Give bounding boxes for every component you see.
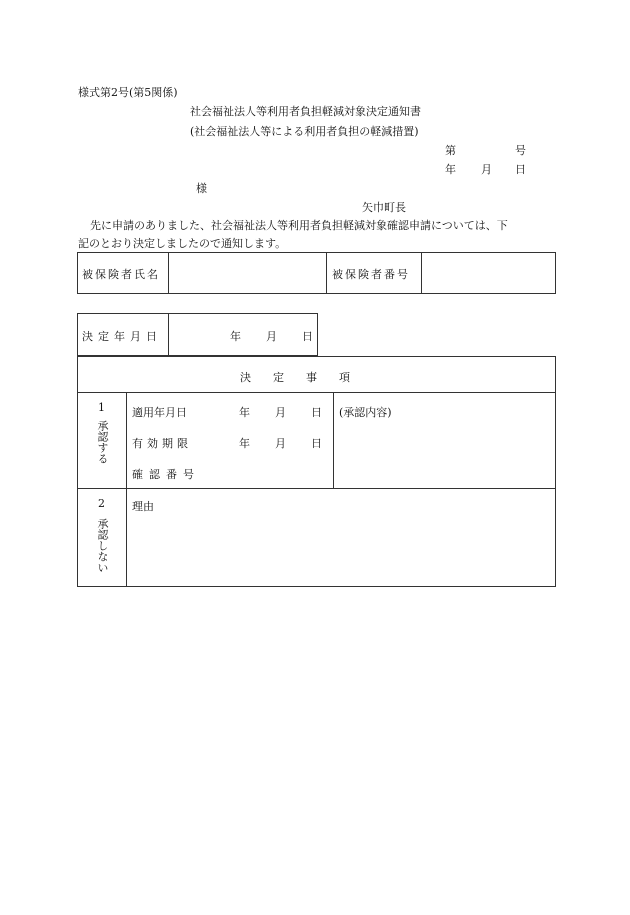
decision-date-year: 年	[230, 330, 241, 343]
applicable-date-month: 月	[275, 406, 286, 419]
form-number: 様式第2号(第5関係)	[78, 86, 178, 99]
validity-label: 有効期限	[132, 437, 192, 450]
approval-content-field[interactable]	[335, 420, 554, 486]
date-month-label: 月	[481, 163, 492, 176]
approve-label: 承認する	[96, 420, 109, 464]
reject-label: 承認しない	[96, 518, 109, 573]
applicable-date-year: 年	[239, 406, 250, 419]
reason-label: 理由	[132, 500, 154, 513]
approve-number: 1	[98, 401, 105, 414]
reject-number: 2	[98, 497, 105, 510]
number-suffix: 号	[515, 144, 526, 157]
addressee-suffix: 様	[196, 182, 207, 195]
applicable-date-label: 適用年月日	[132, 406, 187, 419]
body-line-1: 先に申請のありました、社会福祉法人等利用者負担軽減対象確認申請については、下	[90, 219, 508, 232]
insured-number-field[interactable]	[423, 254, 554, 292]
document-title: 社会福祉法人等利用者負担軽減対象決定通知書	[190, 105, 421, 118]
validity-month: 月	[275, 437, 286, 450]
decision-items-header: 決 定 事 項	[240, 371, 350, 384]
decision-date-month: 月	[266, 330, 277, 343]
insured-name-field[interactable]	[170, 254, 324, 292]
applicable-date-day: 日	[311, 406, 322, 419]
decision-date-label: 決定年月日	[82, 330, 162, 343]
number-prefix: 第	[445, 144, 456, 157]
confirmation-number-label: 確認番号	[132, 468, 200, 481]
validity-day: 日	[311, 437, 322, 450]
decision-date-day: 日	[302, 330, 313, 343]
document-subtitle: (社会福祉法人等による利用者負担の軽減措置)	[190, 125, 419, 138]
date-year-label: 年	[445, 163, 456, 176]
approval-content-label: (承認内容)	[339, 406, 392, 419]
reason-field[interactable]	[128, 514, 554, 585]
insured-number-label: 被保険者番号	[332, 268, 410, 281]
validity-year: 年	[239, 437, 250, 450]
issuer: 矢巾町長	[362, 201, 406, 214]
body-line-2: 記のとおり決定しましたので通知します。	[78, 237, 287, 250]
date-day-label: 日	[515, 163, 526, 176]
insured-name-label: 被保険者氏名	[82, 268, 160, 281]
